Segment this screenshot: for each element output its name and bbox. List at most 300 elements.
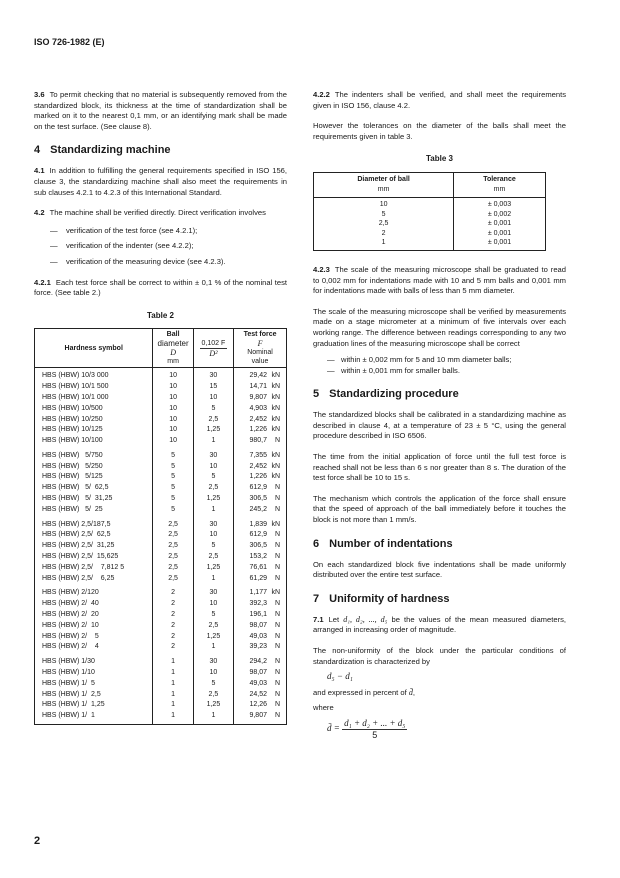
- cell-test-force: [234, 700, 287, 711]
- ratio-fraction: [200, 339, 228, 358]
- clause-text: The indenters shall be verified, and shall meet the requirements given in ISO 156, clause 4.2.: [313, 90, 566, 110]
- cell-force-ratio: 5: [193, 610, 233, 621]
- clause-text: Each test force shall be correct to within ± 0,1 % of the nominal test force. (See table 2.): [34, 277, 287, 298]
- cell-test-force: [234, 462, 287, 473]
- cell-ball-diameter: 5: [153, 447, 193, 462]
- table-3-caption: Table 3: [426, 154, 453, 164]
- cell-hardness-symbol: HBS (HBW) 10/1 000: [42, 393, 109, 401]
- force-unit: kN: [271, 426, 280, 434]
- force-unit: kN: [271, 520, 280, 528]
- cell-test-force: [234, 425, 287, 436]
- where-label: where: [313, 703, 334, 713]
- cell-tolerance: ± 0,002: [454, 210, 546, 220]
- force-unit: N: [274, 563, 280, 571]
- table-row: [35, 700, 287, 711]
- cell-force-ratio: 30: [193, 584, 233, 599]
- table-row: [35, 425, 287, 436]
- paragraph-text: and expressed in percent of: [313, 687, 409, 697]
- section-4-heading: [34, 144, 287, 157]
- cell-force-ratio: 5: [193, 472, 233, 483]
- force-value: 1,177: [249, 589, 267, 597]
- cell-force-ratio: 10: [193, 599, 233, 610]
- cell-force-ratio: 15: [193, 382, 233, 393]
- cell-test-force: [234, 711, 287, 724]
- table-row: [35, 494, 287, 505]
- cell-ball-diameter: 5: [153, 462, 193, 473]
- section-title: Uniformity of hardness: [329, 592, 450, 605]
- force-unit: N: [274, 495, 280, 503]
- section-title: Number of indentations: [329, 537, 453, 550]
- force-value: 153,2: [249, 553, 267, 561]
- cell-hardness-symbol: HBS (HBW) 5/750: [42, 451, 103, 459]
- paragraph-text: ,: [412, 687, 415, 697]
- cell-hardness-symbol: HBS (HBW) 10/1 500: [42, 383, 109, 391]
- table-row: [35, 584, 287, 599]
- header-text: Nominal: [247, 349, 273, 357]
- header-tolerance: [454, 172, 546, 197]
- force-value: 1,839: [249, 520, 267, 528]
- clause-number: 4.2.3: [313, 264, 330, 274]
- cell-ball-diameter: 2: [153, 599, 193, 610]
- cell-hardness-symbol: HBS (HBW) 10/250: [42, 415, 103, 423]
- header-symbol: F: [257, 339, 263, 349]
- force-unit: N: [274, 484, 280, 492]
- table-row: [35, 404, 287, 415]
- force-unit: N: [274, 632, 280, 640]
- table-row: [314, 219, 546, 229]
- formula-lhs: d̄ =: [327, 723, 340, 734]
- cell-test-force: [234, 679, 287, 690]
- formula-range: d₅ − d₁: [327, 671, 353, 682]
- force-unit: N: [274, 574, 280, 582]
- header-text: diameter: [157, 339, 189, 349]
- table-row: [35, 632, 287, 643]
- table-row: [35, 563, 287, 574]
- section-number: 6: [313, 537, 320, 550]
- table-header-row: [35, 329, 287, 368]
- clause-number: 4.2: [34, 208, 45, 218]
- cell-force-ratio: 5: [193, 404, 233, 415]
- force-value: 1,226: [249, 426, 267, 434]
- cell-test-force: [234, 483, 287, 494]
- table-row: [35, 642, 287, 653]
- clause-number: 4.1: [34, 166, 45, 176]
- force-value: 14,71: [249, 383, 267, 391]
- cell-ball-diameter: 2,5: [153, 530, 193, 541]
- cell-diameter: 2,5: [378, 220, 389, 228]
- header-symbol: D: [170, 348, 176, 358]
- table-row: [35, 415, 287, 426]
- table-row: [35, 483, 287, 494]
- table-row: [35, 679, 287, 690]
- force-unit: N: [274, 611, 280, 619]
- header-hardness-symbol: Hardness symbol: [35, 329, 153, 368]
- page-number: 2: [34, 835, 41, 847]
- header-unit: mm: [493, 185, 506, 193]
- cell-ball-diameter: 2,5: [153, 552, 193, 563]
- header-diameter: [314, 172, 454, 197]
- force-unit: kN: [271, 404, 280, 412]
- force-value: 98,07: [249, 669, 267, 677]
- cell-test-force: [234, 382, 287, 393]
- force-value: 392,3: [249, 600, 267, 608]
- cell-test-force: [234, 552, 287, 563]
- cell-tolerance: ± 0,001: [454, 229, 546, 239]
- table-3-body: [314, 197, 546, 250]
- force-unit: kN: [271, 415, 280, 423]
- table-row: [35, 541, 287, 552]
- force-unit: N: [274, 712, 280, 720]
- cell-ball-diameter: 10: [153, 436, 193, 447]
- force-value: 4,903: [249, 404, 267, 412]
- cell-diameter: 2: [381, 229, 386, 237]
- cell-ball-diameter: 2: [153, 642, 193, 653]
- clause-4-1: [34, 166, 287, 198]
- force-unit: N: [274, 621, 280, 629]
- section-number: 5: [313, 388, 320, 401]
- verification-list: [34, 226, 287, 268]
- table-header-row: [314, 172, 546, 197]
- cell-test-force: [234, 516, 287, 531]
- cell-force-ratio: 2,5: [193, 621, 233, 632]
- force-value: 294,2: [249, 658, 267, 666]
- cell-ball-diameter: 2,5: [153, 574, 193, 585]
- cell-hardness-symbol: HBS (HBW) 2,5/ 31,25: [42, 542, 115, 550]
- cell-ball-diameter: 5: [153, 472, 193, 483]
- force-unit: N: [274, 658, 280, 666]
- cell-test-force: [234, 642, 287, 653]
- force-value: 245,2: [249, 505, 267, 513]
- cell-hardness-symbol: HBS (HBW) 10/500: [42, 404, 103, 412]
- cell-test-force: [234, 415, 287, 426]
- clause-3-6: [34, 90, 287, 132]
- cell-force-ratio: 30: [193, 653, 233, 668]
- table-row: [314, 229, 546, 239]
- cell-force-ratio: 1: [193, 436, 233, 447]
- cell-hardness-symbol: HBS (HBW) 2/ 40: [42, 600, 99, 608]
- table-row: [35, 711, 287, 724]
- force-value: 196,1: [249, 611, 267, 619]
- table-row: [35, 668, 287, 679]
- force-unit: N: [274, 531, 280, 539]
- cell-hardness-symbol: HBS (HBW) 5/ 62,5: [42, 484, 109, 492]
- cell-force-ratio: 1: [193, 505, 233, 516]
- cell-test-force: [234, 530, 287, 541]
- table-3: [313, 172, 546, 251]
- force-unit: N: [274, 600, 280, 608]
- list-item: — within ± 0,002 mm for 5 and 10 mm diameter balls;: [313, 355, 566, 366]
- force-unit: N: [274, 437, 280, 445]
- cell-test-force: [234, 599, 287, 610]
- formula-fraction: [342, 718, 407, 740]
- table-row: [314, 197, 546, 209]
- cell-test-force: [234, 621, 287, 632]
- cell-hardness-symbol: HBS (HBW) 2/ 5: [42, 632, 99, 640]
- cell-hardness-symbol: HBS (HBW) 2,5/ 62,5: [42, 531, 111, 539]
- cell-test-force: [234, 668, 287, 679]
- cell-ball-diameter: 5: [153, 483, 193, 494]
- header-text: Test force: [243, 331, 277, 339]
- section-title: Standardizing procedure: [329, 388, 459, 401]
- cell-test-force: [234, 393, 287, 404]
- section-7-heading: [313, 593, 566, 606]
- cell-ball-diameter: 2,5: [153, 516, 193, 531]
- cell-test-force: [234, 494, 287, 505]
- cell-force-ratio: 1,25: [193, 632, 233, 643]
- section-6-heading: [313, 538, 566, 551]
- cell-hardness-symbol: HBS (HBW) 2/ 10: [42, 621, 99, 629]
- header-unit: mm: [377, 185, 390, 193]
- force-value: 2,452: [249, 462, 267, 470]
- table-row: [35, 382, 287, 393]
- force-value: 2,452: [249, 415, 267, 423]
- cell-force-ratio: 5: [193, 541, 233, 552]
- cell-test-force: [234, 368, 287, 382]
- cell-hardness-symbol: HBS (HBW) 1/ 1: [42, 712, 95, 720]
- header-unit: mm: [167, 358, 179, 366]
- list-item: — verification of the test force (see 4.2.1);: [34, 226, 287, 237]
- cell-test-force: [234, 447, 287, 462]
- header-ball-diameter: [153, 329, 193, 368]
- force-unit: N: [274, 553, 280, 561]
- table-row: [35, 516, 287, 531]
- table-row: [35, 552, 287, 563]
- cell-force-ratio: 1: [193, 711, 233, 724]
- force-unit: N: [274, 690, 280, 698]
- header-text: Diameter of ball: [357, 175, 410, 183]
- cell-force-ratio: 30: [193, 516, 233, 531]
- table-2-caption: Table 2: [147, 310, 174, 320]
- paragraph: However the tolerances on the diameter of the balls shall meet the requirements given in table 3.: [313, 121, 566, 141]
- table-row: [35, 530, 287, 541]
- header-test-force: [234, 329, 287, 368]
- table-row: [35, 505, 287, 516]
- force-value: 1,226: [249, 473, 267, 481]
- cell-hardness-symbol: HBS (HBW) 10/125: [42, 426, 103, 434]
- clause-number: 7.1: [313, 614, 324, 624]
- tolerance-list: [313, 355, 566, 376]
- cell-ball-diameter: 1: [153, 679, 193, 690]
- force-value: 9,807: [249, 393, 267, 401]
- cell-test-force: [234, 436, 287, 447]
- paragraph: The scale of the measuring microscope shall be verified by measurements made on a stage micrometer at a minimum of five intervals over each working range. The difference between readings corresponding to any two graduation lines of the measuring microscope shall be correct: [313, 306, 566, 348]
- force-value: 980,7: [249, 437, 267, 445]
- cell-ball-diameter: 10: [153, 368, 193, 382]
- fraction-denominator: 5: [372, 729, 378, 740]
- cell-ball-diameter: 10: [153, 382, 193, 393]
- force-value: 49,03: [249, 679, 267, 687]
- cell-ball-diameter: 2,5: [153, 541, 193, 552]
- cell-hardness-symbol: HBS (HBW) 2,5/ 7,812 5: [42, 563, 125, 571]
- cell-ball-diameter: 10: [153, 393, 193, 404]
- cell-ball-diameter: 1: [153, 653, 193, 668]
- clause-number: 4.2.1: [34, 277, 51, 287]
- clause-4-2: [34, 208, 287, 219]
- force-value: 612,9: [249, 531, 267, 539]
- clause-4-2-1: [34, 278, 287, 299]
- force-unit: N: [274, 643, 280, 651]
- cell-hardness-symbol: HBS (HBW) 2/ 4: [42, 643, 99, 651]
- paragraph: [313, 688, 566, 699]
- force-value: 24,52: [249, 690, 267, 698]
- section-5-heading: [313, 388, 566, 401]
- cell-hardness-symbol: HBS (HBW) 2/120: [42, 589, 99, 597]
- cell-force-ratio: 10: [193, 530, 233, 541]
- cell-ball-diameter: 1: [153, 711, 193, 724]
- header-force-ratio: [193, 329, 233, 368]
- cell-hardness-symbol: HBS (HBW) 5/250: [42, 462, 103, 470]
- table-row: [35, 610, 287, 621]
- math-variables: d₁, d₂, ..., d₅: [343, 614, 388, 624]
- paragraph: The non-uniformity of the block under the particular conditions of standardization is characterized by: [313, 646, 566, 666]
- fraction-numerator: d₁ + d₂ + ... + d₅: [344, 717, 406, 728]
- cell-force-ratio: 1,25: [193, 425, 233, 436]
- cell-force-ratio: 1,25: [193, 563, 233, 574]
- force-unit: kN: [271, 451, 280, 459]
- cell-ball-diameter: 1: [153, 700, 193, 711]
- cell-test-force: [234, 610, 287, 621]
- cell-test-force: [234, 404, 287, 415]
- cell-test-force: [234, 690, 287, 701]
- fraction-numerator: 0,102 F: [201, 339, 226, 347]
- cell-test-force: [234, 632, 287, 643]
- cell-force-ratio: 1: [193, 642, 233, 653]
- cell-force-ratio: 1,25: [193, 700, 233, 711]
- cell-hardness-symbol: HBS (HBW) 2,5/ 15,625: [42, 553, 119, 561]
- paragraph: The standardized blocks shall be calibrated in a standardizing machine as described in clause 4, at a temperature of 23 ± 5 °C, using the general procedure described in ISO 6506.: [313, 410, 566, 441]
- cell-force-ratio: 30: [193, 368, 233, 382]
- table-row: [35, 621, 287, 632]
- cell-ball-diameter: 1: [153, 690, 193, 701]
- cell-hardness-symbol: HBS (HBW) 5/ 25: [42, 505, 103, 513]
- cell-ball-diameter: 2: [153, 621, 193, 632]
- table-row: [35, 447, 287, 462]
- table-row: [35, 393, 287, 404]
- force-value: 49,03: [249, 632, 267, 640]
- cell-test-force: [234, 584, 287, 599]
- cell-ball-diameter: 5: [153, 494, 193, 505]
- clause-number: 3.6: [34, 90, 45, 99]
- cell-ball-diameter: 10: [153, 415, 193, 426]
- table-2: [34, 328, 287, 725]
- table-row: [35, 436, 287, 447]
- force-value: 98,07: [249, 621, 267, 629]
- right-column: [313, 90, 566, 746]
- cell-diameter: 10: [379, 200, 388, 208]
- force-value: 39,23: [249, 643, 267, 651]
- cell-test-force: [234, 505, 287, 516]
- cell-hardness-symbol: HBS (HBW) 10/100: [42, 437, 103, 445]
- cell-ball-diameter: 2: [153, 584, 193, 599]
- clause-4-2-3: [313, 265, 566, 297]
- cell-test-force: [234, 563, 287, 574]
- force-value: 7,355: [249, 451, 267, 459]
- cell-hardness-symbol: HBS (HBW) 10/3 000: [42, 372, 109, 380]
- cell-diameter: 5: [381, 210, 386, 218]
- clause-7-1: [313, 615, 566, 636]
- section-number: 4: [34, 144, 41, 157]
- clause-4-2-2: [313, 90, 566, 111]
- force-unit: N: [274, 701, 280, 709]
- force-unit: N: [274, 669, 280, 677]
- clause-text: To permit checking that no material is subsequently removed from the standardized block, its thickness at the time of standardization shall be marked on it to the nearest 0,1 mm, or an identifying mark shall be made on the test surface. (See clause 8).: [34, 90, 287, 131]
- cell-hardness-symbol: HBS (HBW) 5/ 31,25: [42, 495, 113, 503]
- cell-force-ratio: 10: [193, 462, 233, 473]
- paragraph: On each standardized block five indentations shall be made uniformly distributed over the entire test surface.: [313, 559, 566, 580]
- math-variable: d̄: [408, 687, 413, 697]
- cell-hardness-symbol: HBS (HBW) 1/10: [42, 669, 95, 677]
- force-unit: N: [274, 542, 280, 550]
- list-item: — within ± 0,001 mm for smaller balls.: [313, 366, 566, 377]
- header-text: Ball: [166, 331, 180, 339]
- clause-text: be the values of the mean measured diameters, arranged in increasing order of magnitude.: [313, 614, 566, 635]
- cell-ball-diameter: 10: [153, 404, 193, 415]
- cell-diameter: 1: [381, 239, 386, 247]
- cell-hardness-symbol: HBS (HBW) 1/ 2,5: [42, 690, 101, 698]
- cell-ball-diameter: 1: [153, 668, 193, 679]
- table-row: [35, 368, 287, 382]
- force-unit: kN: [271, 462, 280, 470]
- cell-hardness-symbol: HBS (HBW) 1/ 5: [42, 679, 95, 687]
- cell-force-ratio: 30: [193, 447, 233, 462]
- cell-test-force: [234, 541, 287, 552]
- clause-number: 4.2.2: [313, 90, 330, 99]
- section-title: Standardizing machine: [50, 144, 171, 157]
- cell-force-ratio: 2,5: [193, 690, 233, 701]
- table-row: [35, 599, 287, 610]
- cell-ball-diameter: 5: [153, 505, 193, 516]
- table-row: [314, 238, 546, 250]
- cell-force-ratio: 1: [193, 574, 233, 585]
- force-value: 12,26: [249, 701, 267, 709]
- clause-text: The machine shall be verified directly. Direct verification involves: [49, 208, 266, 218]
- cell-hardness-symbol: HBS (HBW) 1/30: [42, 658, 95, 666]
- table-row: [35, 472, 287, 483]
- cell-tolerance: ± 0,001: [454, 238, 546, 250]
- paragraph: The mechanism which controls the application of the force shall ensure that the speed of approach of the ball immediately before it touches the block is not more than 1 mm/s.: [313, 493, 566, 525]
- force-unit: kN: [271, 372, 280, 380]
- cell-hardness-symbol: HBS (HBW) 1/ 1,25: [42, 701, 105, 709]
- header-text: value: [251, 358, 269, 366]
- header-text: Tolerance: [483, 175, 516, 183]
- left-column: [34, 90, 287, 725]
- cell-ball-diameter: 2: [153, 632, 193, 643]
- cell-force-ratio: 2,5: [193, 415, 233, 426]
- force-unit: kN: [271, 473, 280, 481]
- clause-text: In addition to fulfilling the general requirements specified in ISO 156, clause 3, the standardizing machine shall also meet the requirements in sub clauses 4.2.1 to 4.2.3 of this International Standard.: [34, 166, 287, 197]
- cell-force-ratio: 1,25: [193, 494, 233, 505]
- document-header: ISO 726-1982 (E): [34, 37, 105, 47]
- force-value: 306,5: [249, 495, 267, 503]
- table-2-body: [35, 368, 287, 725]
- clause-text: The scale of the measuring microscope shall be graduated to read to 0,002 mm for indentations made with 10 and 5 mm balls and 0,001 mm for indentations made with balls of less than 5 mm diameter.: [313, 264, 566, 296]
- force-value: 306,5: [249, 542, 267, 550]
- cell-force-ratio: 10: [193, 393, 233, 404]
- cell-force-ratio: 2,5: [193, 552, 233, 563]
- table-row: [35, 574, 287, 585]
- force-value: 29,42: [249, 372, 267, 380]
- table-row: [35, 462, 287, 473]
- clause-text: Let: [328, 614, 344, 624]
- cell-hardness-symbol: HBS (HBW) 2,5/187,5: [42, 520, 111, 528]
- force-value: 612,9: [249, 484, 267, 492]
- list-item: — verification of the indenter (see 4.2.2);: [34, 241, 287, 252]
- force-value: 9,807: [249, 712, 267, 720]
- force-value: 76,61: [249, 563, 267, 571]
- cell-test-force: [234, 472, 287, 483]
- force-unit: kN: [271, 383, 280, 391]
- cell-ball-diameter: 10: [153, 425, 193, 436]
